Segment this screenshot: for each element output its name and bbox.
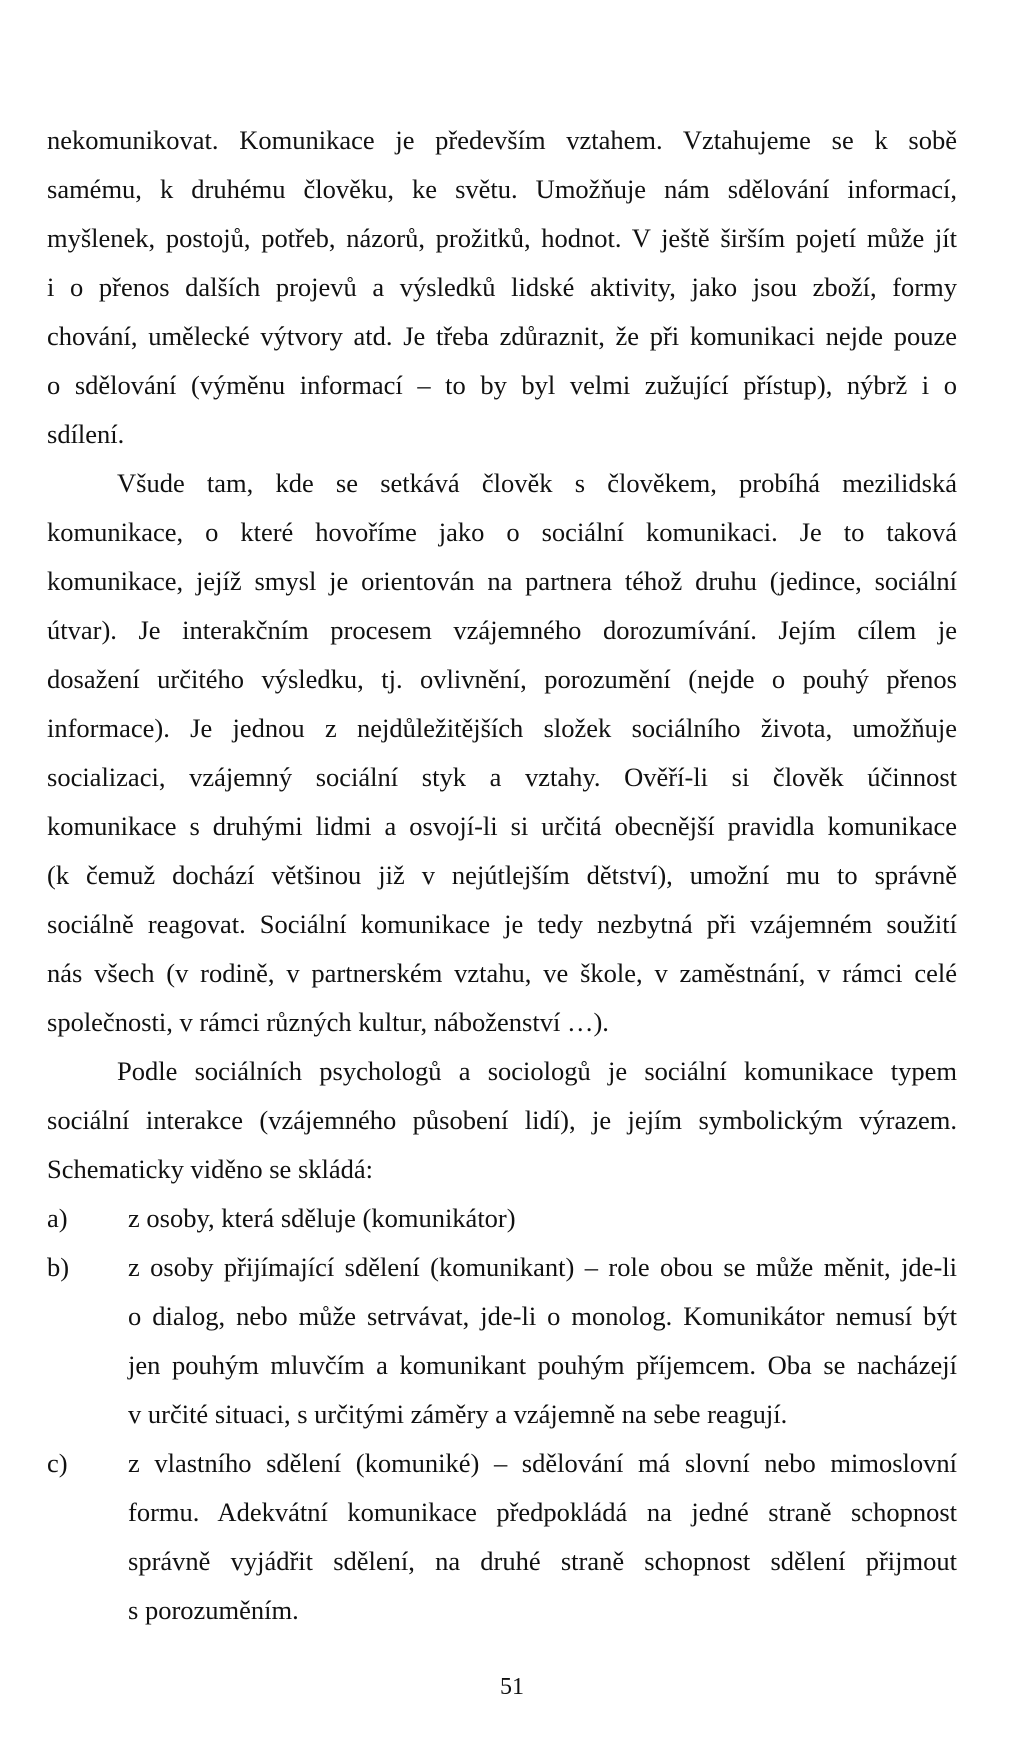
text-line: chování, umělecké výtvory atd. Je třeba zdůraznit, že při komunikaci nejde pouze [47,321,957,351]
list-line [47,1243,957,1292]
list-text: z vlastního sdělení (komuniké) – sdělování má slovní nebo mimoslovní [128,1448,957,1478]
page-body [47,116,957,1635]
text-line: socializaci, vzájemný sociální styk a vztahy. Ověří-li si člověk účinnost [47,762,957,792]
text-line: samému, k druhému člověku, ke světu. Umožňuje nám sdělování informací, [47,174,957,204]
list-text: formu. Adekvátní komunikace předpokládá na jedné straně schopnost [128,1497,957,1527]
list-item-b [47,1243,957,1439]
paragraph-3 [47,1047,957,1194]
list-line [47,1439,957,1488]
list-text: v určité situaci, s určitými záměry a vzájemně na sebe reagují. [128,1399,788,1429]
text-line: komunikace, jejíž smysl je orientován na partnera téhož druhu (jedince, sociální [47,566,957,596]
list-text: z osoby přijímající sdělení (komunikant) – role obou se může měnit, jde-li [128,1252,957,1282]
list-text: o dialog, nebo může setrvávat, jde-li o monolog. Komunikátor nemusí být [128,1301,957,1331]
text-line: sociálně reagovat. Sociální komunikace je tedy nezbytná při vzájemném soužití [47,909,957,939]
text-line: nás všech (v rodině, v partnerském vztahu, ve škole, v zaměstnání, v rámci celé [47,958,957,988]
list-item-a [47,1194,957,1243]
text-line: i o přenos dalších projevů a výsledků lidské aktivity, jako jsou zboží, formy [47,272,957,302]
list-label: c) [47,1448,68,1478]
text-line: Všude tam, kde se setkává člověk s člověkem, probíhá mezilidská [117,468,957,498]
list-text: správně vyjádřit sdělení, na druhé straně schopnost sdělení přijmout [128,1546,957,1576]
list-text: z osoby, která sděluje (komunikátor) [128,1203,516,1233]
text-line: útvar). Je interakčním procesem vzájemného dorozumívání. Jejím cílem je [47,615,957,645]
text-line: informace). Je jednou z nejdůležitějších složek sociálního života, umožňuje [47,713,957,743]
page-number: 51 [500,1674,524,1700]
text-line: myšlenek, postojů, potřeb, názorů, prožitků, hodnot. V ještě širším pojetí může jít [47,223,957,253]
paragraph-2 [47,459,957,1047]
text-line: Podle sociálních psychologů a sociologů je sociální komunikace typem [117,1056,957,1086]
paragraph-1 [47,116,957,459]
list-text: jen pouhým mluvčím a komunikant pouhým příjemcem. Oba se nacházejí [128,1350,957,1380]
text-line: společnosti, v rámci různých kultur, náboženství …). [47,1007,609,1037]
text-line: sdílení. [47,419,125,449]
list-label: b) [47,1252,70,1282]
text-line: Schematicky viděno se skládá: [47,1154,374,1184]
text-line: dosažení určitého výsledku, tj. ovlivnění, porozumění (nejde o pouhý přenos [47,664,957,694]
text-line: komunikace, o které hovoříme jako o sociální komunikaci. Je to taková [47,517,957,547]
list-line [47,1194,957,1243]
list-label: a) [47,1203,68,1233]
text-line: komunikace s druhými lidmi a osvojí-li si určitá obecnější pravidla komunikace [47,811,957,841]
component-list [47,1194,957,1635]
text-line: nekomunikovat. Komunikace je především vztahem. Vztahujeme se k sobě [47,125,957,155]
text-line: sociální interakce (vzájemného působení lidí), je jejím symbolickým výrazem. [47,1105,957,1135]
list-item-c [47,1439,957,1635]
text-line: (k čemuž dochází většinou již v nejútlejším dětství), umožní mu to správně [47,860,957,890]
text-line: o sdělování (výměnu informací – to by byl velmi zužující přístup), nýbrž i o [47,370,957,400]
list-text: s porozuměním. [128,1595,299,1625]
